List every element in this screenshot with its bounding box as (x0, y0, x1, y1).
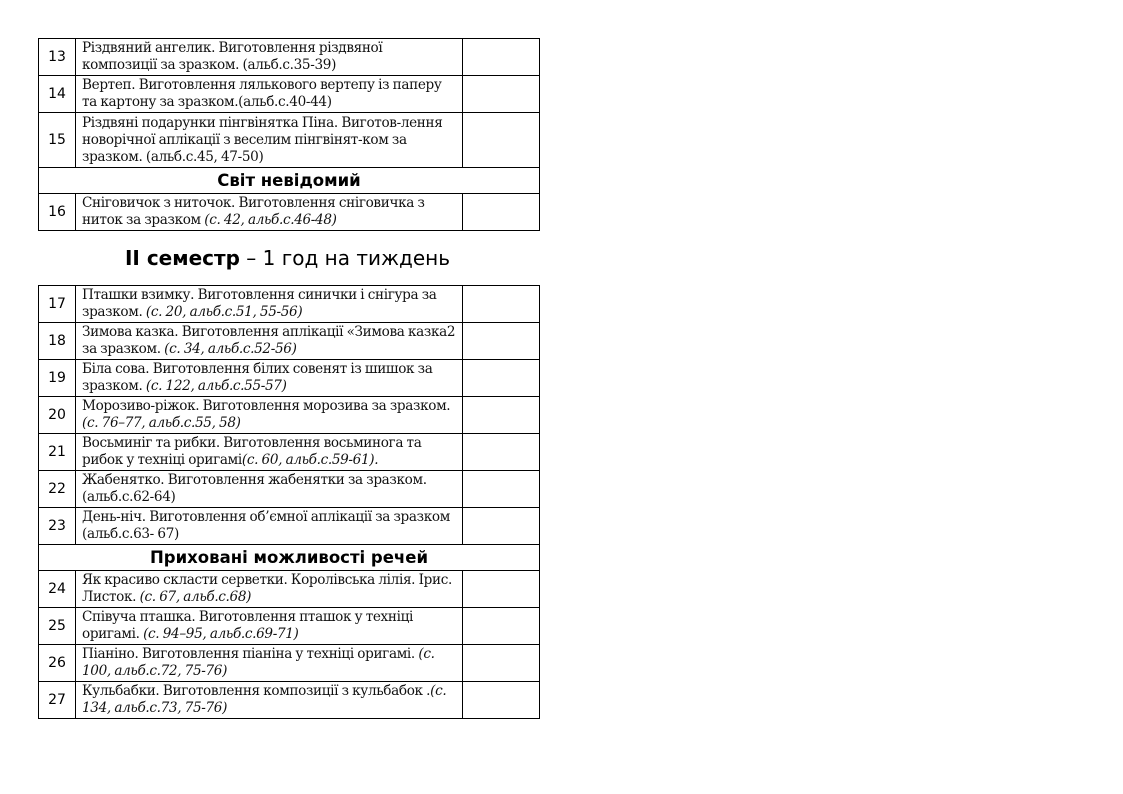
notes-cell (463, 323, 540, 360)
notes-cell (463, 286, 540, 323)
notes-cell (463, 39, 540, 76)
lesson-table-semester-1 (38, 38, 540, 231)
lesson-number: 22 (39, 471, 76, 508)
section-row (39, 168, 540, 194)
lesson-number: 27 (39, 682, 76, 719)
lesson-topic: Вертеп. Виготовлення лялькового вертепу із паперу та картону за зразком.(альб.с.40-44) (76, 76, 463, 113)
lesson-number: 19 (39, 360, 76, 397)
notes-cell (463, 508, 540, 545)
lesson-topic: Жабенятко. Виготовлення жабенятки за зразком. (альб.с.62-64) (76, 471, 463, 508)
notes-cell (463, 571, 540, 608)
lesson-topic: Пташки взимку. Виготовлення синички і снігура за зразком. (с. 20, альб.с.51, 55-56) (76, 286, 463, 323)
table-row (39, 508, 540, 545)
lesson-topic: День-ніч. Виготовлення об’ємної аплікації за зразком (альб.с.63- 67) (76, 508, 463, 545)
lesson-number: 13 (39, 39, 76, 76)
lesson-number: 24 (39, 571, 76, 608)
notes-cell (463, 194, 540, 231)
table-row (39, 471, 540, 508)
lesson-topic: Кульбабки. Виготовлення композиції з кульбабок .(с. 134, альб.с.73, 75-76) (76, 682, 463, 719)
notes-cell (463, 76, 540, 113)
lesson-number: 21 (39, 434, 76, 471)
lesson-number: 20 (39, 397, 76, 434)
lesson-topic: Піаніно. Виготовлення піаніна у техніці оригамі. (с. 100, альб.с.72, 75-76) (76, 645, 463, 682)
lesson-number: 18 (39, 323, 76, 360)
lesson-number: 15 (39, 113, 76, 168)
table-row (39, 682, 540, 719)
table-row (39, 645, 540, 682)
lesson-topic: Зимова казка. Виготовлення аплікації «Зимова казка2 за зразком. (с. 34, альб.с.52-56) (76, 323, 463, 360)
section-title: Світ невідомий (39, 168, 540, 194)
lesson-number: 25 (39, 608, 76, 645)
table-row (39, 397, 540, 434)
lesson-topic: Восьминіг та рибки. Виготовлення восьминога та рибок у техніці оригамі(с. 60, альб.с.59-61). (76, 434, 463, 471)
lesson-topic: Різдвяні подарунки пінгвінятка Піна. Виготов-лення новорічної аплікації з веселим пінгвінят-ком за зразком. (альб.с.45, 47-50) (76, 113, 463, 168)
table-row (39, 39, 540, 76)
lesson-number: 17 (39, 286, 76, 323)
lesson-topic: Як красиво скласти серветки. Королівська лілія. Ірис. Листок. (с. 67, альб.с.68) (76, 571, 463, 608)
table-row (39, 571, 540, 608)
lesson-number: 16 (39, 194, 76, 231)
lesson-table-semester-2 (38, 285, 540, 719)
notes-cell (463, 608, 540, 645)
lesson-number: 23 (39, 508, 76, 545)
notes-cell (463, 682, 540, 719)
semester-hours: – 1 год на тиждень (239, 246, 451, 270)
notes-cell (463, 360, 540, 397)
semester-label: II семестр (124, 246, 240, 270)
table-row (39, 113, 540, 168)
notes-cell (463, 397, 540, 434)
lesson-topic: Морозиво-ріжок. Виготовлення морозива за зразком. (с. 76–77, альб.с.55, 58) (76, 397, 463, 434)
notes-cell (463, 434, 540, 471)
table-row (39, 194, 540, 231)
table-row (39, 434, 540, 471)
notes-cell (463, 471, 540, 508)
table-row (39, 608, 540, 645)
section-row (39, 545, 540, 571)
section-title: Приховані можливості речей (39, 545, 540, 571)
notes-cell (463, 645, 540, 682)
notes-cell (463, 113, 540, 168)
lesson-topic: Співуча пташка. Виготовлення пташок у техніці оригамі. (с. 94–95, альб.с.69-71) (76, 608, 463, 645)
table-row (39, 360, 540, 397)
lesson-topic: Біла сова. Виготовлення білих совенят із шишок за зразком. (с. 122, альб.с.55-57) (76, 360, 463, 397)
lesson-topic: Різдвяний ангелик. Виготовлення різдвяної композиції за зразком. (альб.с.35-39) (76, 39, 463, 76)
lesson-number: 14 (39, 76, 76, 113)
semester-heading (0, 246, 575, 270)
table-row (39, 286, 540, 323)
table-row (39, 76, 540, 113)
table-row (39, 323, 540, 360)
lesson-topic: Сніговичок з ниточок. Виготовлення сніговичка з ниток за зразком (с. 42, альб.с.46-48) (76, 194, 463, 231)
lesson-number: 26 (39, 645, 76, 682)
